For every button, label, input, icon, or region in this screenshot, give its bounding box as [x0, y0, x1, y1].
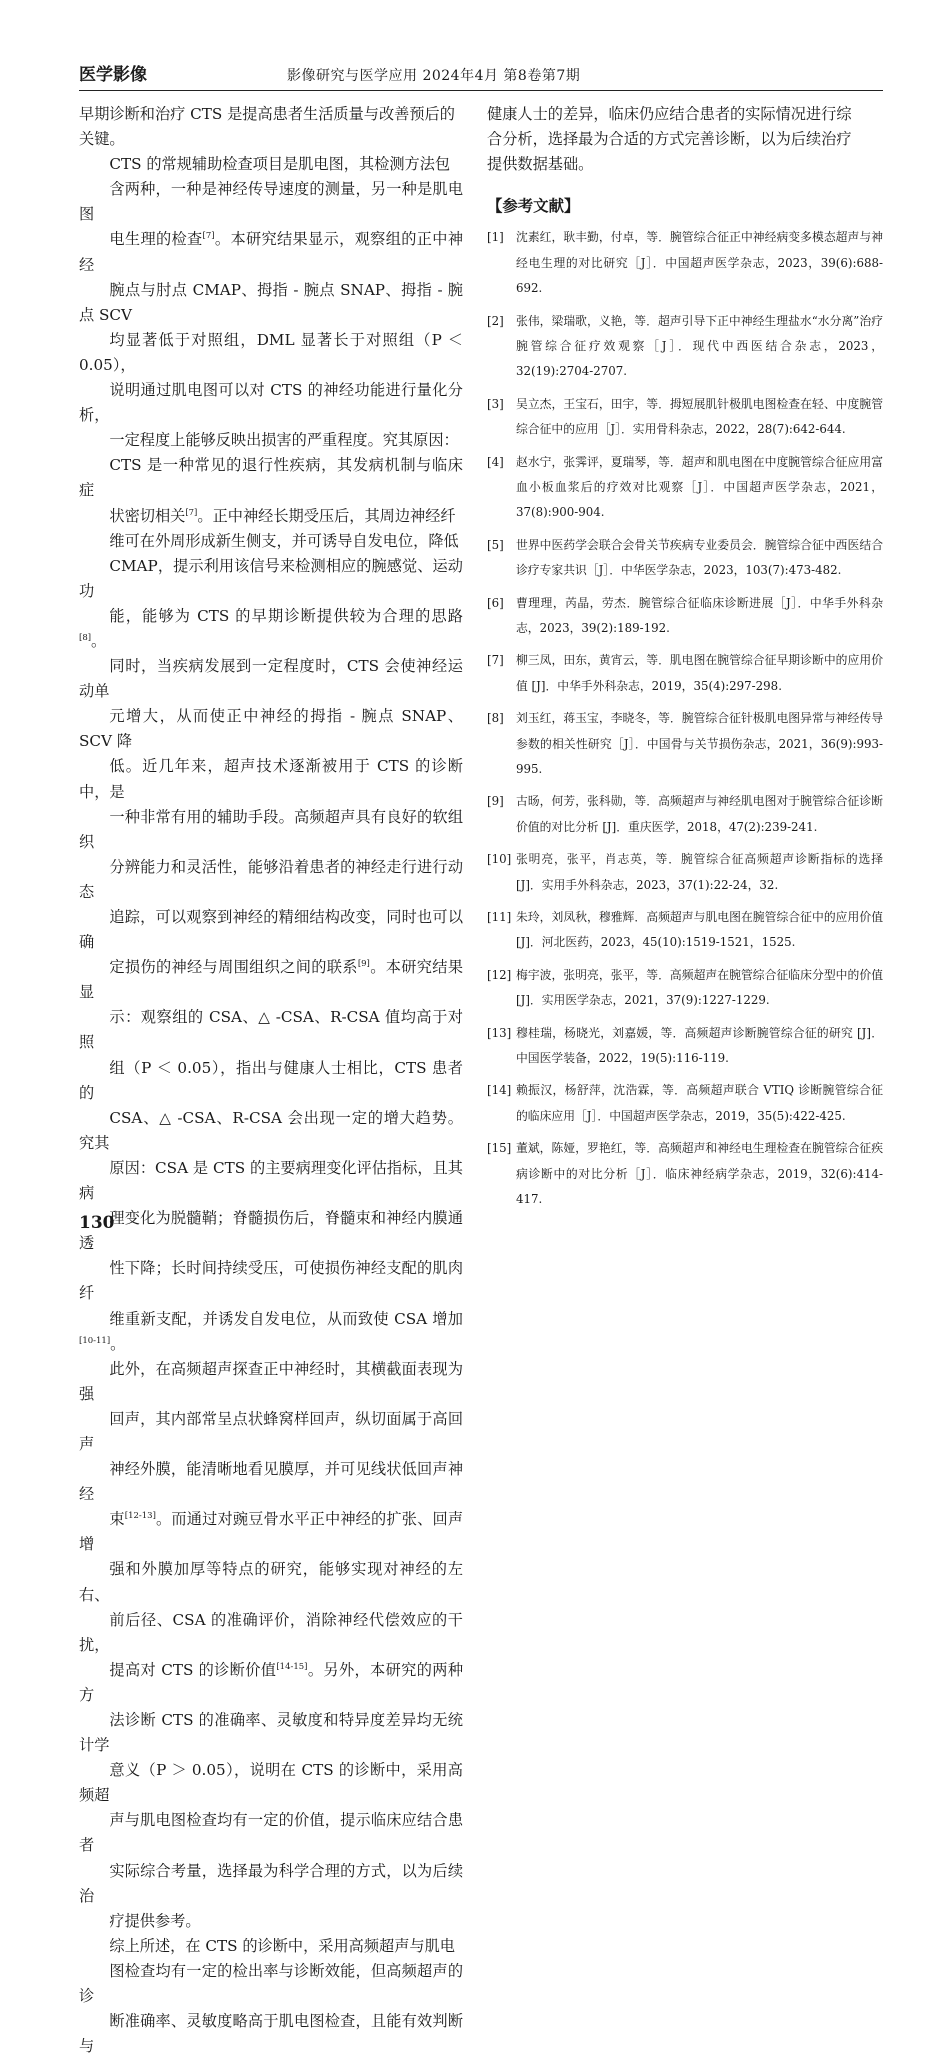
text-line: 神经外膜，能清晰地看见膜厚，并可见线状低回声神经 — [79, 1460, 463, 1504]
references-list — [487, 225, 883, 1212]
text-line: 能，能够为 CTS 的早期诊断提供较为合理的思路[8]。 — [79, 606, 463, 650]
text-line: 原因：CSA 是 CTS 的主要病理变化评估指标，且其病 — [79, 1158, 463, 1203]
reference-number: [2] — [487, 313, 504, 328]
citation-marker: [12-13] — [124, 1511, 156, 1522]
reference-item — [487, 1136, 883, 1212]
text-line: 组（P ＜ 0.05），指出与健康人士相比，CTS 患者的 — [79, 1058, 463, 1102]
reference-item — [487, 789, 883, 840]
reference-text: 吴立杰，王宝石，田宇，等．拇短展肌针极肌电图检查在轻、中度腕管综合征中的应用［J］．实用骨科杂志，2022，28(7):642-644. — [516, 396, 883, 437]
reference-item — [487, 450, 883, 526]
section-label: 医学影像 — [79, 65, 147, 85]
reference-item — [487, 847, 883, 898]
header-rule — [79, 90, 883, 91]
citation-marker: [9] — [357, 959, 370, 970]
text-line: 声与肌电图检查均有一定的价值，提示临床应结合患者 — [79, 1811, 463, 1855]
text-line: 同时，当疾病发展到一定程度时，CTS 会使神经运动单 — [79, 657, 463, 701]
reference-text: 古旸，何芳，张科勋，等．高频超声与神经肌电图对于腕管综合征诊断价值的对比分析 [J]．重庆医学，2018，47(2):239-241. — [516, 794, 883, 834]
text-line: 分辨能力和灵活性，能够沿着患者的神经走行进行动态 — [79, 857, 463, 901]
reference-item — [487, 1021, 883, 1072]
reference-number: [13] — [487, 1025, 512, 1040]
reference-text: 董斌，陈娅，罗艳红，等．高频超声和神经电生理检查在腕管综合征疾病诊断中的对比分析［J］．临床神经病学杂志，2019，32(6):414-417. — [516, 1141, 883, 1207]
text-line: 低。近几年来，超声技术逐渐被用于 CTS 的诊断中，是 — [79, 757, 463, 801]
reference-text: 穆桂瑞，杨晓光，刘嘉媛，等．高频超声诊断腕管综合征的研究 [J]．中国医学装备，2022，19(5):116-119. — [516, 1025, 883, 1066]
citation-marker: [7] — [202, 231, 215, 242]
reference-item — [487, 591, 883, 642]
text-line: 维可在外周形成新生侧支，并可诱导自发电位，降低 — [109, 531, 459, 550]
text-line: 疗提供参考。 — [109, 1911, 201, 1930]
text-line: 束[12-13]。而通过对豌豆骨水平正中神经的扩张、回声增 — [79, 1510, 464, 1554]
text-line: 元增大，从而使正中神经的拇指 - 腕点 SNAP、SCV 降 — [79, 707, 463, 751]
text-line: 一定程度上能够反映出损害的严重程度。究其原因： — [109, 431, 459, 450]
text-line: 实际综合考量，选择最为科学合理的方式，以为后续治 — [79, 1861, 463, 1905]
reference-item — [487, 225, 883, 301]
reference-text: 张明亮，张平，肖志英，等．腕管综合征高频超声诊断指标的选择 [J]．实用手外科杂志，2023，37(1):22-24，32. — [516, 852, 883, 892]
reference-number: [9] — [487, 794, 504, 809]
reference-text: 赵水宁，张霁评，夏瑞琴，等．超声和肌电图在中度腕管综合征应用富血小板血浆后的疗效对比观察［J］．中国超声医学杂志，2021，37(8):900-904. — [516, 454, 883, 520]
body-paragraph — [79, 152, 463, 1934]
text-line: 追踪，可以观察到神经的精细结构改变，同时也可以确 — [79, 908, 463, 952]
reference-text: 朱玲，刘凤秋，穆雅辉．高频超声与肌电图在腕管综合征中的应用价值 [J]．河北医药，2023，45(10):1519-1521，1525. — [516, 910, 883, 950]
text-line: 强和外膜加厚等特点的研究，能够实现对神经的左右、 — [79, 1560, 463, 1604]
reference-number: [12] — [487, 967, 512, 982]
text-line: 均显著低于对照组，DML 显著长于对照组（P ＜ 0.05）， — [79, 330, 463, 374]
reference-item — [487, 533, 883, 584]
citation-marker: [14-15] — [276, 1661, 308, 1672]
reference-number: [11] — [487, 910, 512, 925]
text-line: 提高对 CTS 的诊断价值[14-15]。另外，本研究的两种方 — [79, 1660, 464, 1704]
text-line: 意义（P ＞ 0.05），说明在 CTS 的诊断中，采用高频超 — [79, 1761, 463, 1805]
reference-number: [15] — [487, 1141, 512, 1156]
citation-marker: [7] — [185, 507, 198, 518]
reference-number: [3] — [487, 396, 504, 411]
reference-number: [10] — [487, 852, 512, 867]
body-paragraph — [79, 102, 463, 152]
reference-number: [1] — [487, 230, 504, 245]
text-line: 此外，在高频超声探查正中神经时，其横截面表现为强 — [79, 1359, 463, 1403]
text-line: 断准确率、灵敏度略高于肌电图检查，且能有效判断与 — [79, 2012, 463, 2056]
text-line: CSA、△ -CSA、R-CSA 会出现一定的增大趋势。究其 — [79, 1108, 463, 1152]
reference-text: 沈素红，耿丰勤，付卓，等．腕管综合征正中神经病变多模态超声与神经电生理的对比研究［J］．中国超声医学杂志，2023，39(6):688-692. — [516, 230, 883, 296]
reference-text: 柳三凤，田东，黄宵云，等．肌电图在腕管综合征早期诊断中的应用价值 [J]．中华手外科杂志，2019，35(4):297-298. — [516, 653, 883, 693]
text-line: CTS 是一种常见的退行性疾病，其发病机制与临床症 — [79, 456, 463, 500]
left-column — [79, 102, 463, 2059]
reference-number: [8] — [487, 711, 504, 726]
text-line: 理变化为脱髓鞘；脊髓损伤后，脊髓束和神经内膜通透 — [79, 1209, 463, 1253]
text-line: 维重新支配，并诱发自发电位，从而致使 CSA 增加[10-11]。 — [79, 1309, 463, 1353]
text-line: CTS 的常规辅助检查项目是肌电图，其检测方法包 — [109, 155, 451, 174]
reference-number: [6] — [487, 595, 504, 610]
text-line: 综上所述，在 CTS 的诊断中，采用高频超声与肌电 — [109, 1936, 455, 1955]
reference-item — [487, 706, 883, 782]
text-line: 回声，其内部常呈点状蜂窝样回声，纵切面属于高回声 — [79, 1409, 463, 1453]
running-header — [79, 64, 879, 88]
journal-info: 影像研究与医学应用 2024年4月 第8卷第7期 — [287, 68, 581, 84]
body-paragraph — [79, 1934, 463, 2059]
reference-number: [4] — [487, 454, 504, 469]
text-line: 性下降；长时间持续受压，可使损伤神经支配的肌肉纤 — [79, 1259, 463, 1303]
reference-number: [5] — [487, 537, 504, 552]
reference-item — [487, 963, 883, 1014]
right-column — [487, 102, 883, 1220]
reference-text: 梅宇波，张明亮，张平，等．高频超声在腕管综合征临床分型中的价值 [J]．实用医学杂志，2021，37(9):1227-1229. — [516, 967, 883, 1008]
text-line: 示：观察组的 CSA、△ -CSA、R-CSA 值均高于对照 — [79, 1008, 463, 1052]
text-line: 提供数据基础。 — [487, 155, 594, 174]
text-line: 前后径、CSA 的准确评价，消除神经代偿效应的干扰， — [79, 1610, 463, 1654]
text-line: 一种非常有用的辅助手段。高频超声具有良好的软组织 — [79, 807, 463, 851]
reference-item — [487, 1078, 883, 1129]
text-line: 电生理的检查[7]。本研究结果显示，观察组的正中神经 — [79, 230, 464, 274]
text-line: 健康人士的差异，临床仍应结合患者的实际情况进行综 — [487, 105, 852, 123]
text-line: 关键。 — [79, 130, 125, 149]
text-line: CMAP，提示利用该信号来检测相应的腕感觉、运动功 — [79, 556, 463, 600]
text-line: 定损伤的神经与周围组织之间的联系[9]。本研究结果显 — [79, 958, 464, 1002]
reference-text: 张伟，梁瑞歌，义艳，等．超声引导下正中神经生理盐水“水分离”治疗腕管综合征疗效观察［J］．现代中西医结合杂志，2023，32(19):2704-2707. — [516, 313, 883, 379]
reference-text: 曹理理，芮晶，劳杰．腕管综合征临床诊断进展［J］．中华手外科杂志，2023，39(2):189-192. — [516, 595, 883, 635]
reference-item — [487, 309, 883, 385]
citation-marker: [10-11] — [79, 1335, 111, 1346]
references-heading: 【参考文献】 — [487, 197, 580, 216]
text-line: 早期诊断和治疗 CTS 是提高患者生活质量与改善预后的 — [79, 105, 455, 123]
reference-item — [487, 392, 883, 443]
reference-item — [487, 648, 883, 699]
text-line: 状密切相关[7]。正中神经长期受压后，其周边神经纤 — [109, 506, 456, 525]
text-line: 含两种，一种是神经传导速度的测量，另一种是肌电图 — [79, 180, 463, 224]
citation-marker: [8] — [79, 632, 92, 643]
conclusion-continuation — [487, 102, 883, 177]
page-number: 130 — [79, 1213, 115, 1233]
reference-text: 刘玉红，蒋玉宝，李晓冬，等．腕管综合征针极肌电图异常与神经传导参数的相关性研究［J］．中国骨与关节损伤杂志，2021，36(9):993-995. — [516, 711, 883, 776]
reference-text: 世界中医药学会联合会骨关节疾病专业委员会．腕管综合征中西医结合诊疗专家共识［J］．中华医学杂志，2023，103(7):473-482. — [516, 537, 883, 578]
text-line: 说明通过肌电图可以对 CTS 的神经功能进行量化分析， — [79, 381, 463, 425]
text-line: 腕点与肘点 CMAP、拇指 - 腕点 SNAP、拇指 - 腕点 SCV — [79, 280, 463, 324]
reference-item — [487, 905, 883, 956]
reference-text: 赖振汉，杨舒萍，沈浩霖，等．高频超声联合 VTIQ 诊断腕管综合征的临床应用［J］．中国超声医学杂志，2019，35(5):422-425. — [516, 1083, 883, 1123]
text-line: 图检查均有一定的检出率与诊断效能，但高频超声的诊 — [79, 1961, 463, 2006]
reference-number: [14] — [487, 1083, 512, 1098]
reference-number: [7] — [487, 653, 504, 668]
text-line: 合分析，选择最为合适的方式完善诊断，以为后续治疗 — [487, 130, 852, 149]
text-line: 法诊断 CTS 的准确率、灵敏度和特异度差异均无统计学 — [79, 1711, 463, 1755]
